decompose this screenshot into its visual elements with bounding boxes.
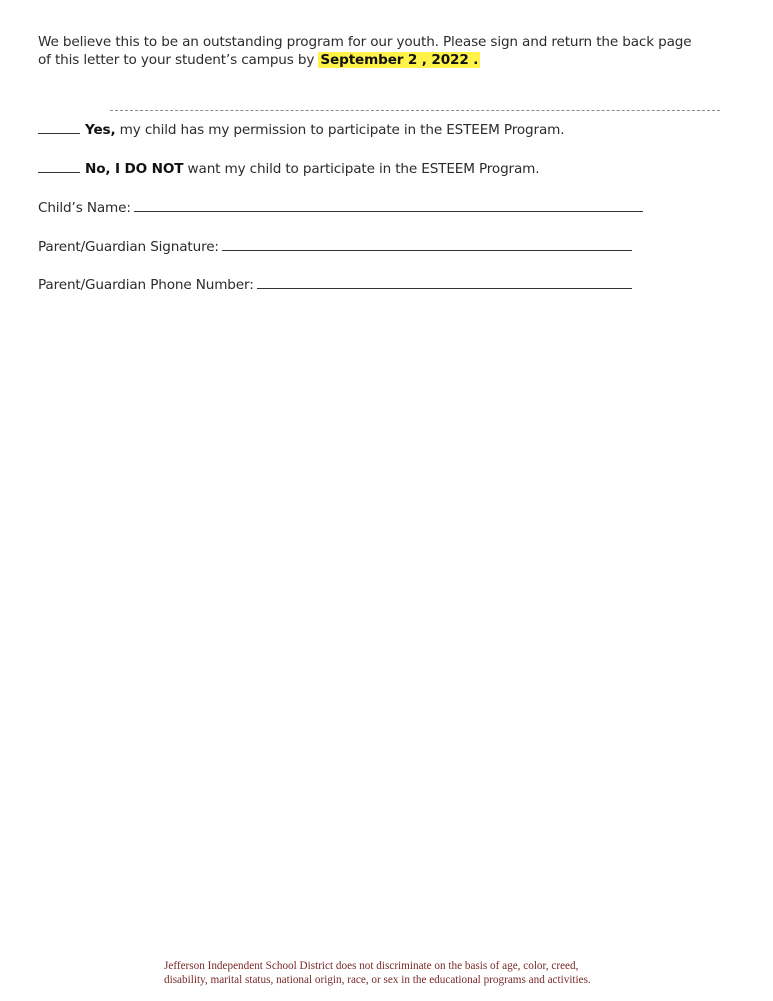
child-name-field[interactable] [134, 199, 643, 212]
footer-line-1: Jefferson Independent School District does not discriminate on the basis of age, color, creed, [164, 960, 579, 972]
no-check-blank[interactable] [38, 160, 80, 173]
yes-option-label: Yes, [85, 122, 116, 138]
child-name-row [38, 199, 643, 217]
phone-label: Parent/Guardian Phone Number: [38, 277, 254, 293]
signature-label: Parent/Guardian Signature: [38, 239, 219, 255]
signature-row [38, 238, 632, 256]
phone-row [38, 276, 632, 294]
phone-field[interactable] [257, 276, 632, 289]
yes-check-blank[interactable] [38, 121, 80, 134]
child-name-label: Child’s Name: [38, 200, 131, 216]
nondiscrimination-footer [164, 960, 684, 987]
signature-field[interactable] [222, 238, 632, 251]
no-option-row [38, 160, 539, 178]
intro-line-2 [38, 51, 738, 69]
yes-option-text: my child has my permission to participate in the ESTEEM Program. [115, 122, 565, 138]
cut-line-divider [110, 110, 720, 111]
yes-option-row [38, 121, 564, 139]
deadline-date: September 2 , 2022 . [320, 52, 479, 68]
intro-line-2-text: of this letter to your student’s campus by [38, 52, 319, 68]
intro-paragraph [38, 33, 738, 69]
footer-line-2: disability, marital status, national origin, race, or sex in the educational programs and activities. [164, 973, 591, 986]
no-option-label: No, I DO NOT [85, 161, 184, 177]
no-option-text: want my child to participate in the ESTEEM Program. [183, 161, 540, 177]
intro-line-1: We believe this to be an outstanding program for our youth. Please sign and return the back page [38, 34, 692, 50]
